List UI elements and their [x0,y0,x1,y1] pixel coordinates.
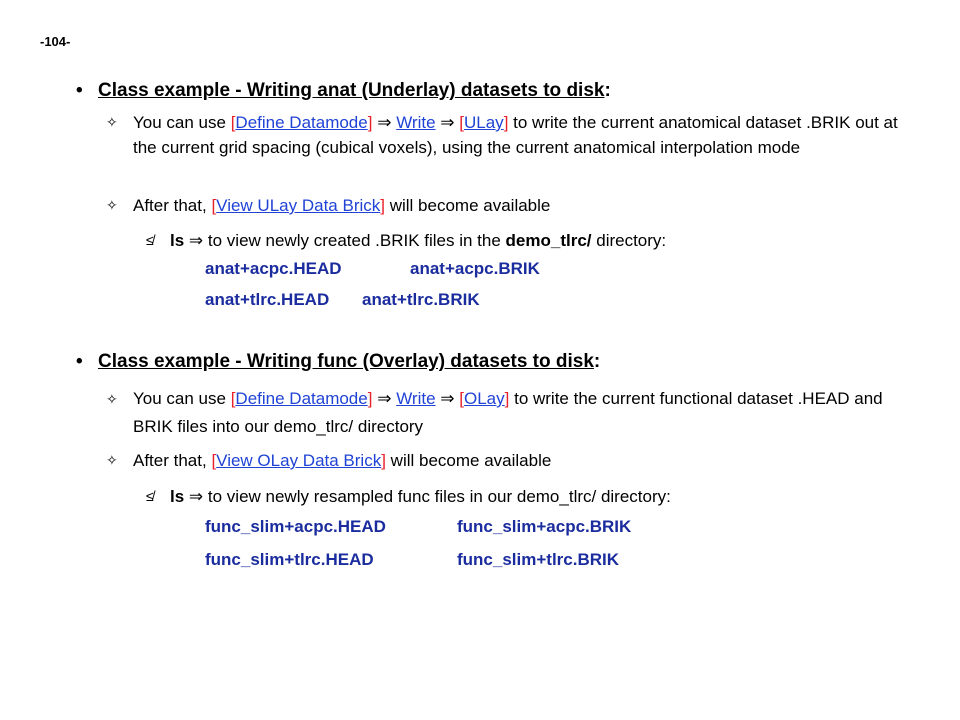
arrow-icon: ⇒ [440,389,455,408]
item-rest: will become available [385,196,551,215]
bullet-icon: • [76,351,83,372]
section2-item2 [106,448,926,473]
file-name: func_slim+acpc.BRIK [457,517,632,536]
bracket-open: [ [230,113,236,132]
define-datamode-link[interactable]: Define Datamode [235,389,368,408]
item-rest: to write the current anatomical dataset .BRIK out at the current grid spacing (cubical voxels), using the current anatomical interpolation mode [133,113,898,157]
bracket-close: ] [503,113,509,132]
section1-title: Class example - Writing anat (Underlay) datasets to disk [98,80,605,101]
bracket-open: [ [230,389,236,408]
sub-bullet-icon: ≰ [146,232,154,248]
bracket-close: ] [367,113,373,132]
star-bullet-icon: ✧ [106,197,118,213]
define-datamode-link[interactable]: Define Datamode [235,113,368,132]
section1-heading [76,80,611,102]
sub-text: to view newly resampled func files in our demo_tlrc/ directory: [203,487,671,506]
item-intro: After that, [133,451,212,470]
section2-sub [146,484,926,509]
bracket-close: ] [380,196,385,215]
ls-command: ls [170,231,185,250]
bracket-open: [ [459,113,464,132]
section2-title: Class example - Writing func (Overlay) datasets to disk [98,351,594,372]
bullet-icon: • [76,80,83,101]
sub-text: to view newly created .BRIK files in the [203,231,506,250]
bracket-open: [ [211,196,217,215]
file-name: anat+acpc.BRIK [410,259,540,278]
file-name: anat+tlrc.BRIK [362,290,480,309]
file-name: anat+tlrc.HEAD [205,290,330,309]
item-rest: will become available [385,451,552,470]
arrow-icon: ⇒ [188,487,204,506]
section2-heading [76,351,600,373]
arrow-icon: ⇒ [377,113,392,132]
view-olay-data-brick-link[interactable]: View OLay Data Brick [216,451,382,470]
item-intro: After that, [133,196,212,215]
star-bullet-icon: ✧ [106,114,118,130]
item-intro: You can use [133,113,231,132]
page-number: -104- [40,34,71,49]
section1-item1 [106,110,926,160]
olay-link[interactable]: OLay [464,389,505,408]
file-name: func_slim+tlrc.HEAD [205,550,374,569]
view-ulay-data-brick-link[interactable]: View ULay Data Brick [216,196,381,215]
ls-command: ls [170,487,185,506]
section1-sub [146,228,926,253]
write-link[interactable]: Write [396,113,436,132]
section2-item1 [106,385,926,441]
bracket-close: ] [504,389,510,408]
colon: : [593,351,601,372]
file-name: anat+acpc.HEAD [205,259,342,278]
ulay-link[interactable]: ULay [464,113,504,132]
star-bullet-icon: ✧ [106,391,118,407]
sub-text: directory: [591,231,667,250]
star-bullet-icon: ✧ [106,452,118,468]
arrow-icon: ⇒ [188,231,204,250]
file-name: func_slim+tlrc.BRIK [457,550,620,569]
item-rest: to write the current functional dataset .HEAD and BRIK files into our demo_tlrc/ directory [133,389,883,436]
bracket-open: [ [211,451,217,470]
bracket-open: [ [459,389,464,408]
arrow-icon: ⇒ [377,389,392,408]
arrow-icon: ⇒ [440,113,455,132]
bracket-close: ] [381,451,386,470]
bracket-close: ] [367,389,373,408]
write-link[interactable]: Write [396,389,436,408]
file-name: func_slim+acpc.HEAD [205,517,386,536]
colon: : [604,80,611,101]
directory-name: demo_tlrc/ [505,231,592,250]
item-intro: You can use [133,389,231,408]
section1-item2 [106,193,926,218]
sub-bullet-icon: ≰ [146,488,154,504]
